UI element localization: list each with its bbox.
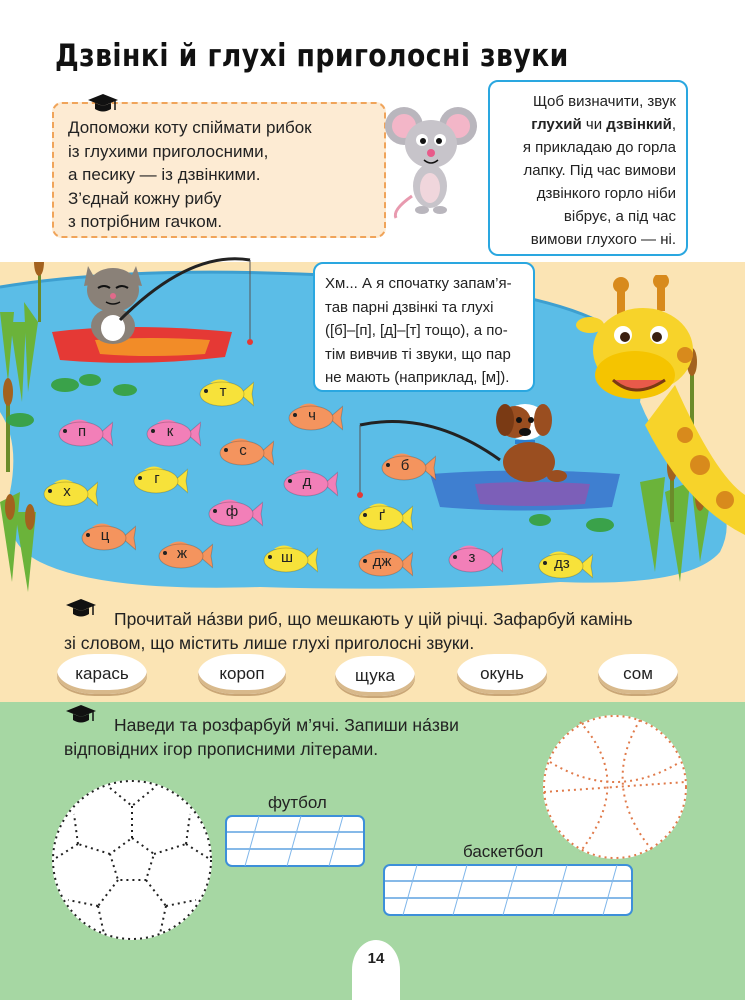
soccer-ball-outline[interactable]: [50, 778, 215, 943]
fish-p[interactable]: [55, 418, 113, 450]
task-line: відповідних ігор прописними літерами.: [64, 739, 379, 759]
task-line: Наведи та розфарбуй м’ячі. Запиши на́зви: [114, 715, 459, 735]
fish-label: д: [302, 473, 312, 490]
fish-label: з: [468, 549, 476, 566]
fish-label: б: [400, 457, 410, 474]
bubble-line: тім вивчив ті звуки, що пар: [325, 345, 511, 363]
fishing-rod-cat: [110, 240, 260, 350]
fish-label: г: [154, 470, 160, 487]
task2-instruction: [64, 607, 724, 655]
bold-word-voiced: дзвінкий: [606, 116, 672, 133]
fish-label: п: [77, 423, 87, 440]
task-line: з потрібним гачком.: [68, 212, 223, 231]
stone-label: щука: [355, 666, 395, 685]
bubble-line: вібрує, а під час: [563, 208, 676, 225]
task-line: із глухими приголосними,: [68, 141, 269, 161]
bubble-word: чи: [581, 116, 607, 133]
basketball-outline[interactable]: [540, 712, 690, 862]
graduation-cap-icon: [86, 92, 120, 116]
fish-label: х: [63, 483, 71, 500]
fish-ts[interactable]: [78, 522, 136, 554]
fish-label: ж: [176, 545, 188, 562]
stone-shchuka[interactable]: [335, 656, 415, 696]
bubble-line: лапку. Під час вимови: [523, 162, 676, 179]
task-instruction-box: [52, 102, 386, 238]
bubble-line: Щоб визначити, звук: [532, 93, 676, 110]
writing-lines-basketball[interactable]: [383, 864, 633, 916]
fish-ch[interactable]: [285, 402, 343, 434]
fish-d[interactable]: [280, 468, 338, 500]
fish-sh[interactable]: [260, 544, 318, 576]
page-number: 14: [367, 950, 385, 967]
writing-lines-football[interactable]: [225, 815, 365, 867]
fish-label: ш: [280, 549, 294, 566]
bubble-line: не мають (наприклад, [м]).: [325, 369, 510, 386]
bubble-line: [500, 113, 676, 136]
bubble-line: дзвінкого горло ніби: [536, 185, 676, 202]
fish-label: ц: [100, 527, 110, 544]
mouse-speech-bubble: [488, 80, 688, 256]
bubble-line: вимови глухого — ні.: [530, 231, 676, 248]
fish-b[interactable]: [378, 452, 436, 484]
bubble-line: я прикладаю до горла: [522, 139, 676, 156]
fish-g[interactable]: [355, 502, 413, 534]
bubble-line: тав парні дзвінкі та глухі: [325, 298, 494, 316]
label-basketball: баскетбол: [463, 842, 544, 861]
stone-label: сом: [623, 664, 653, 683]
bubble-line: Хм... А я спочатку запам’я-: [325, 275, 512, 292]
fish-h[interactable]: [130, 465, 188, 497]
stone-okun[interactable]: [457, 654, 547, 694]
label-football: футбол: [268, 793, 327, 812]
fish-label: т: [219, 383, 227, 400]
fish-label: дж: [372, 553, 392, 570]
fish-label: с: [239, 442, 247, 459]
fish-kh[interactable]: [40, 478, 98, 510]
stone-label: окунь: [480, 664, 524, 683]
fish-label: к: [166, 423, 174, 440]
stone-som[interactable]: [598, 654, 678, 694]
fish-s[interactable]: [216, 437, 274, 469]
fish-label: дз: [554, 555, 570, 572]
bubble-word: ,: [671, 116, 676, 133]
bold-word-voiceless: глухий: [531, 116, 582, 133]
fish-dzh[interactable]: [355, 548, 413, 580]
page-number-tab: [352, 940, 400, 1000]
fish-t[interactable]: [196, 378, 254, 410]
fish-f[interactable]: [205, 498, 263, 530]
fish-k[interactable]: [143, 418, 201, 450]
fish-z[interactable]: [445, 544, 503, 576]
task-line: Допоможи коту спіймати рибок: [68, 118, 312, 137]
stone-korop[interactable]: [198, 654, 286, 694]
bubble-line: ([б]–[п], [д]–[т] тощо), а по-: [325, 322, 508, 339]
stone-label: короп: [219, 664, 265, 683]
fish-label: ґ: [378, 507, 386, 524]
giraffe-character: [575, 275, 745, 535]
fish-label: ч: [308, 407, 316, 424]
fish-dz[interactable]: [535, 550, 593, 582]
task-line: зі словом, що містить лише глухі приголосні звуки.: [64, 633, 475, 653]
mouse-character: [382, 100, 482, 220]
dog-speech-bubble: [313, 262, 535, 392]
task-line: Прочитай на́зви риб, що мешкають у цій річці. Зафарбуй камінь: [114, 609, 633, 629]
task-line: З’єднай кожну рибу: [68, 188, 222, 208]
stone-label: карась: [75, 664, 129, 683]
fish-zh[interactable]: [155, 540, 213, 572]
fish-label: ф: [225, 503, 239, 520]
task3-instruction: [64, 713, 534, 761]
stone-karas[interactable]: [57, 654, 147, 694]
page-title: Дзвінкі й глухі приголосні звуки: [55, 38, 569, 74]
task-line: а песику — із дзвінкими.: [68, 165, 261, 184]
